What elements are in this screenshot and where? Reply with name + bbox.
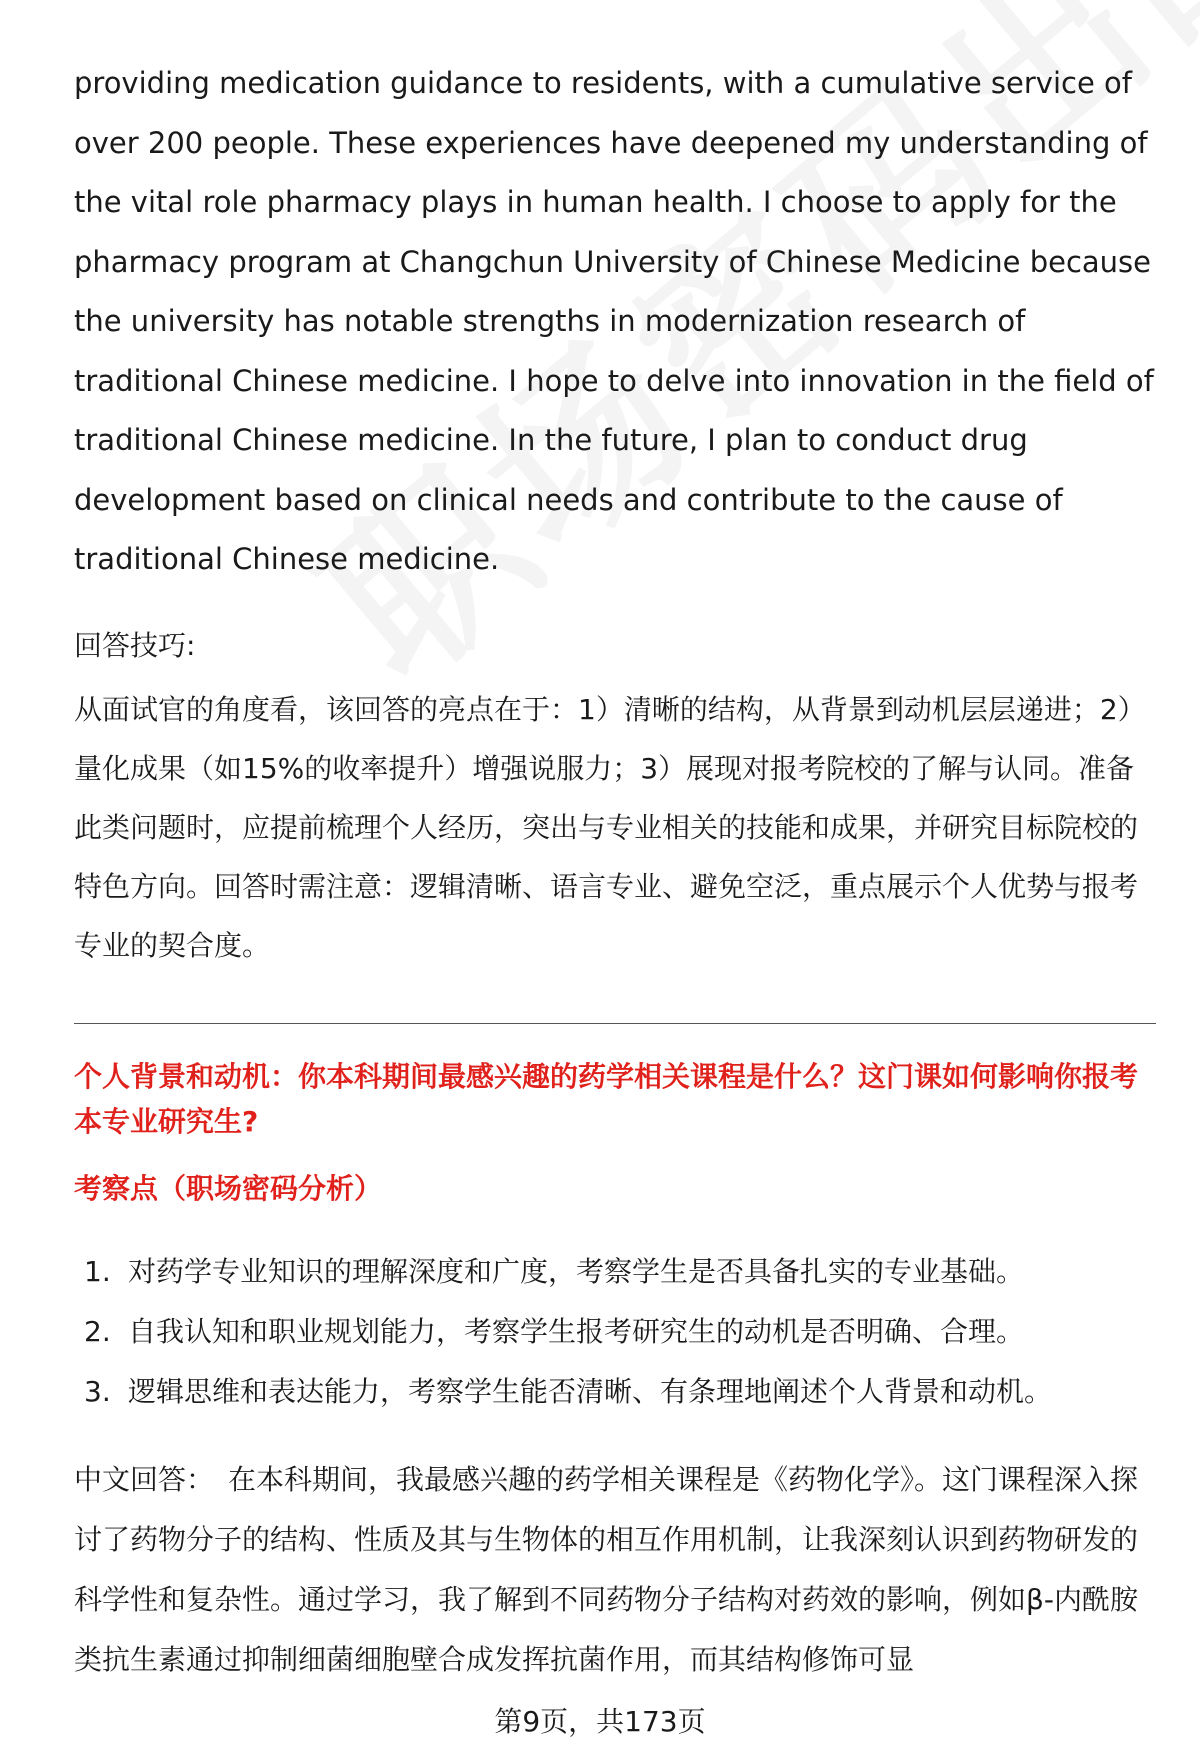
points-list xyxy=(84,1242,1144,1422)
page-number: 第9页，共173页 xyxy=(494,1705,706,1738)
answer-paragraph xyxy=(74,1450,1154,1690)
answer-label: 中文回答： xyxy=(74,1463,215,1496)
points-title: 考察点（职场密码分析） xyxy=(74,1172,383,1205)
list-text: 对药学专业知识的理解深度和广度，考察学生是否具备扎实的专业基础。 xyxy=(128,1255,1025,1288)
list-item xyxy=(84,1362,1144,1422)
intro-paragraph: providing medication guidance to residents, with a cumulative service of over 200 people. These experiences have deepened my understanding of the vital role pharmacy plays in human health. I choose to apply for the pharmacy program at Changchun University of Chinese Medicine because the university has notable strengths in modernization research of traditional Chinese medicine. I hope to delve into innovation in the field of traditional Chinese medicine. In the future, I plan to conduct drug development based on clinical needs and contribute to the cause of traditional Chinese medicine. xyxy=(74,66,1154,576)
list-number: 3. xyxy=(84,1375,111,1408)
list-number: 1. xyxy=(84,1255,111,1288)
list-text: 逻辑思维和表达能力，考察学生能否清晰、有条理地阐述个人背景和动机。 xyxy=(128,1375,1053,1408)
list-number: 2. xyxy=(84,1315,111,1348)
question-title: 个人背景和动机：你本科期间最感兴趣的药学相关课程是什么？这门课如何影响你报考本专业研究生? xyxy=(74,1060,1139,1138)
list-item xyxy=(84,1242,1144,1302)
list-item xyxy=(84,1302,1144,1362)
list-text: 自我认知和职业规划能力，考察学生报考研究生的动机是否明确、合理。 xyxy=(128,1315,1025,1348)
tips-body: 从面试官的角度看，该回答的亮点在于：1）清晰的结构，从背景到动机层层递进；2）量化成果（如15%的收率提升）增强说服力；3）展现对报考院校的了解与认同。准备此类问题时，应提前梳理个人经历，突出与专业相关的技能和成果，并研究目标院校的特色方向。回答时需注意：逻辑清晰、语言专业、避免空泛，重点展示个人优势与报考专业的契合度。 xyxy=(74,693,1146,962)
section-divider xyxy=(74,1023,1156,1024)
answer-text: 在本科期间，我最感兴趣的药学相关课程是《药物化学》。这门课程深入探讨了药物分子的结构、性质及其与生物体的相互作用机制，让我深刻认识到药物研发的科学性和复杂性。通过学习，我了解到不同药物分子结构对药效的影响，例如β-内酰胺类抗生素通过抑制细菌细胞壁合成发挥抗菌作用，而其结构修饰可显 xyxy=(74,1463,1139,1676)
tips-label: 回答技巧: xyxy=(74,629,196,662)
